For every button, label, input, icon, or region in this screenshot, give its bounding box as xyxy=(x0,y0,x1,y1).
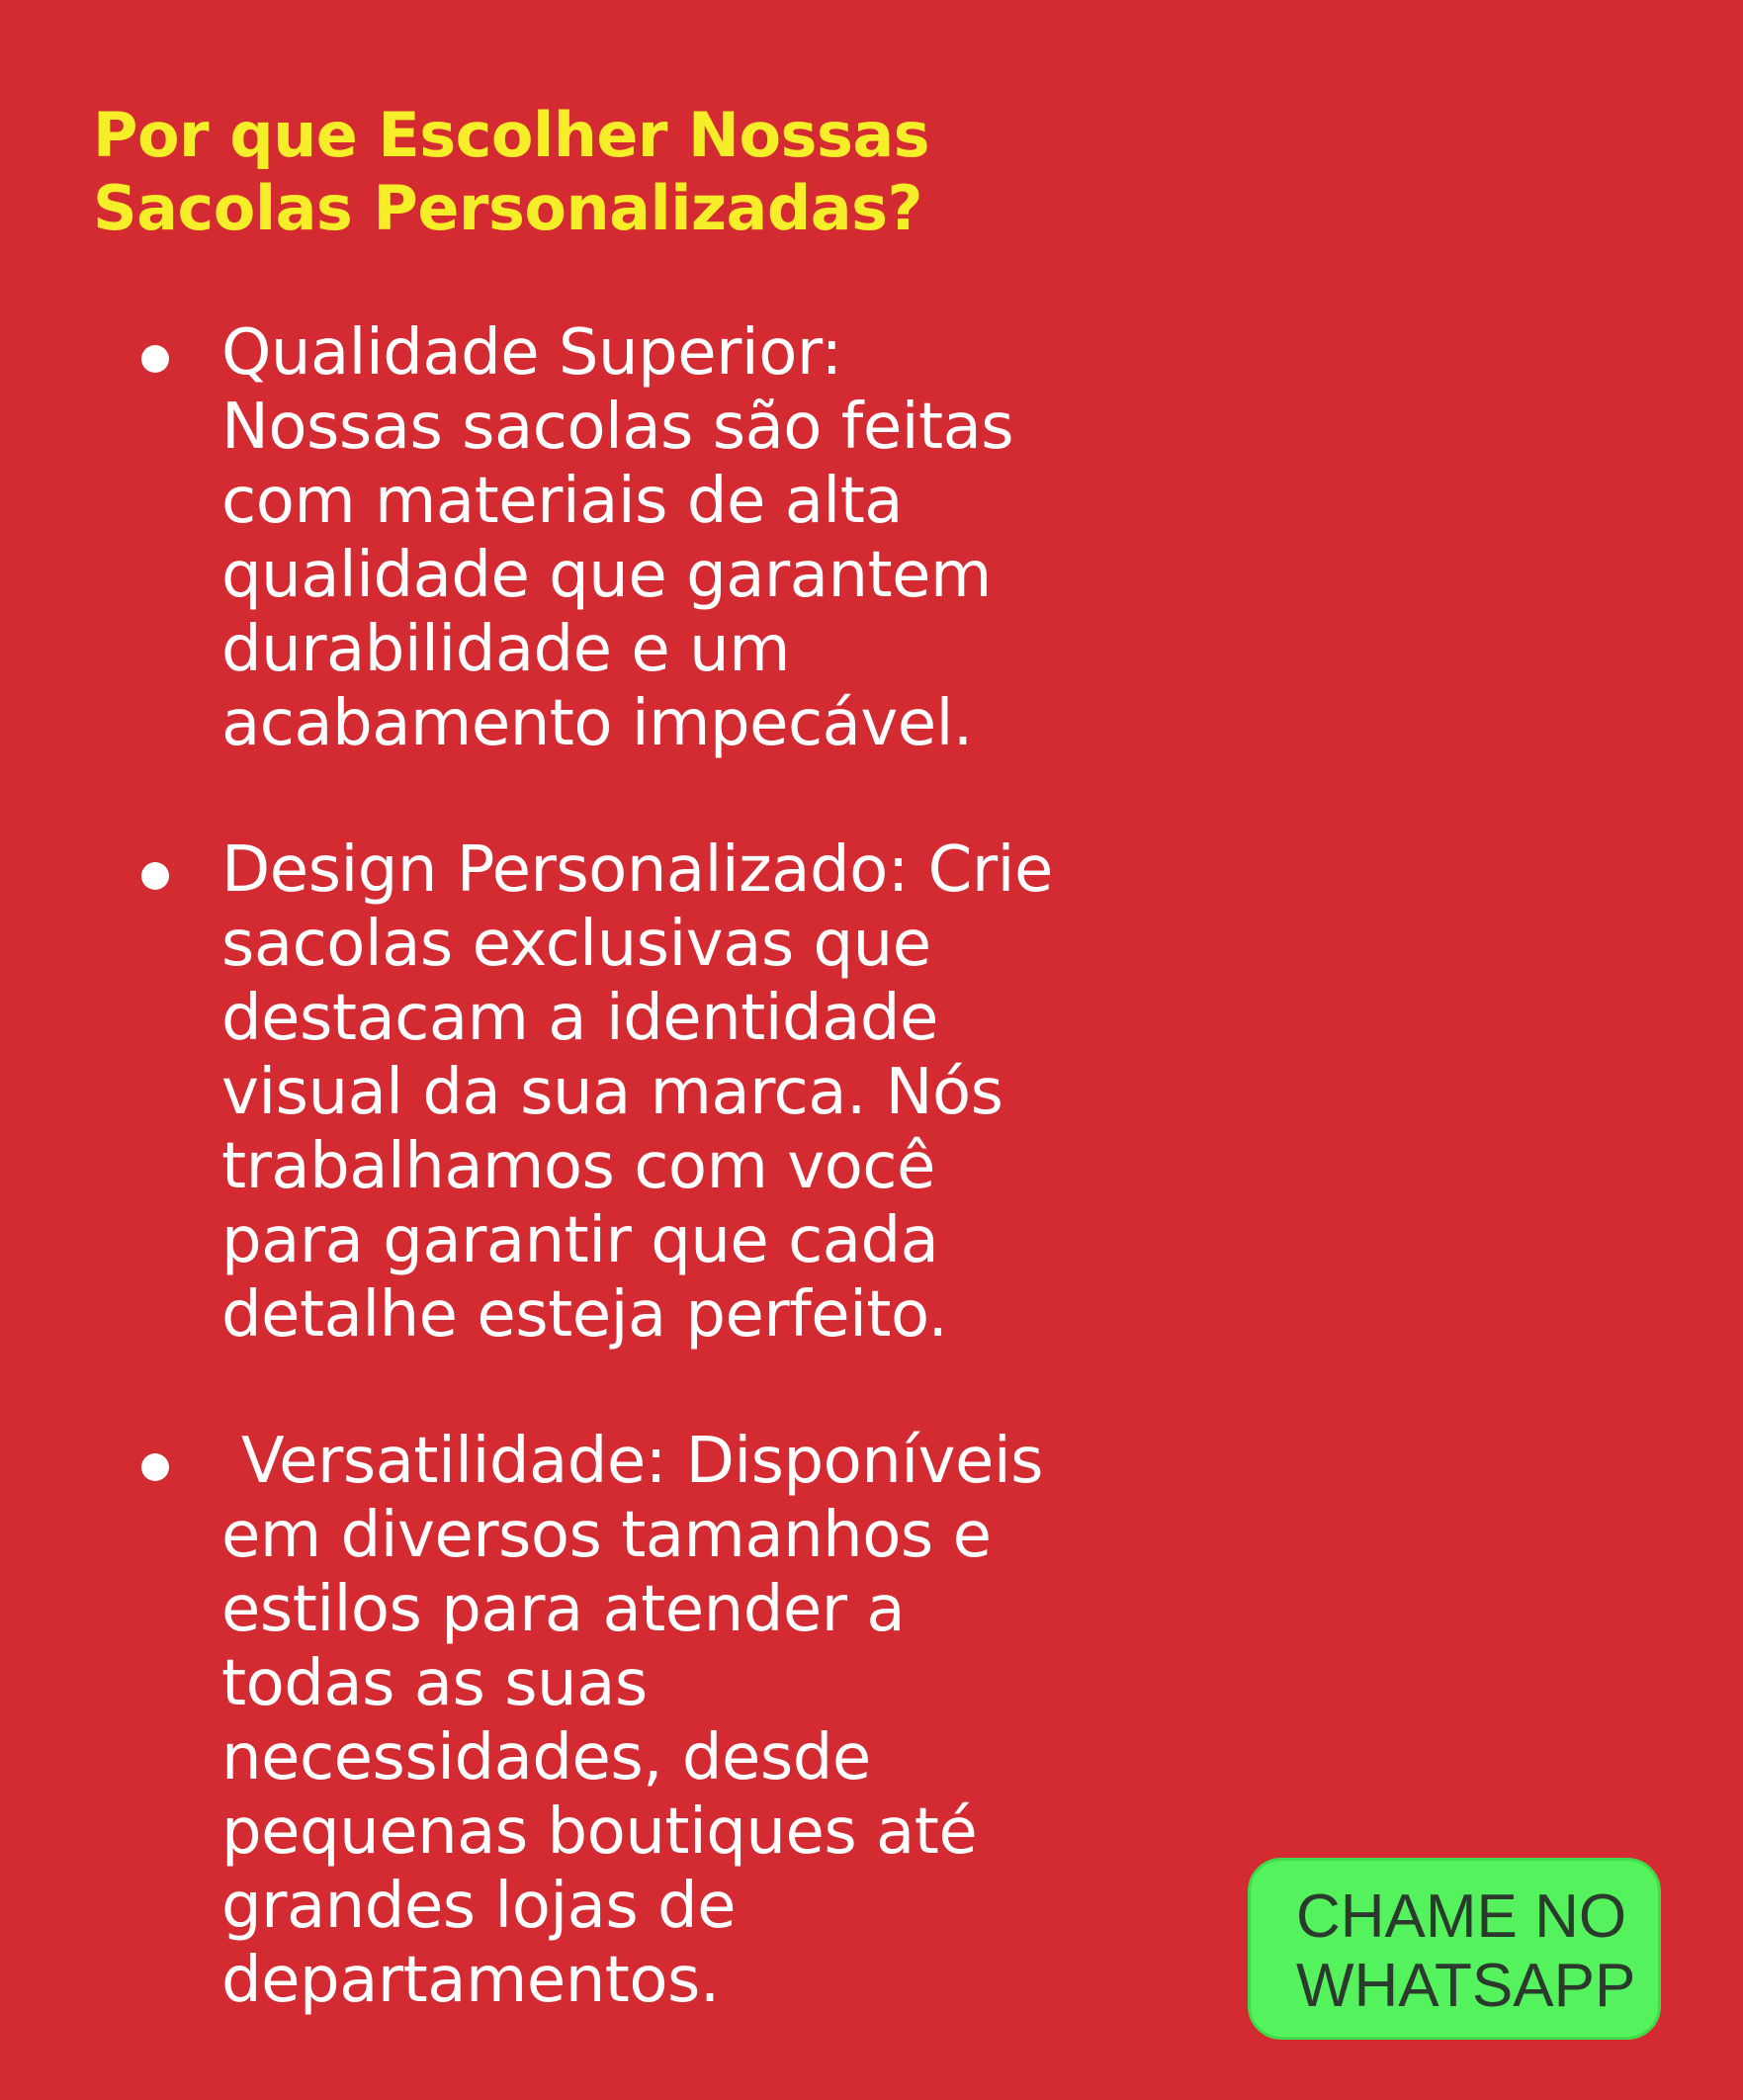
benefit-text-line: pequenas boutiques até xyxy=(221,1795,978,1869)
page-title-line-2: Sacolas Personalizadas? xyxy=(93,172,922,244)
benefit-text-line: para garantir que cada xyxy=(221,1204,939,1277)
page-title xyxy=(93,99,1082,245)
page-title-line-1: Por que Escolher Nossas xyxy=(93,99,930,171)
benefit-text-line: necessidades, desde xyxy=(221,1721,871,1794)
benefit-text-line: departamentos. xyxy=(221,1944,720,2017)
bullet-dot-icon xyxy=(141,1453,169,1481)
benefit-text-line: acabamento impecável. xyxy=(221,687,973,760)
benefit-quality xyxy=(221,316,1210,761)
whatsapp-cta-button[interactable] xyxy=(1248,1858,1661,2040)
benefit-text-line: detalhe esteja perfeito. xyxy=(221,1278,948,1352)
benefit-text-line: visual da sua marca. Nós xyxy=(221,1056,1003,1129)
benefit-text-line: em diversos tamanhos e xyxy=(221,1499,992,1572)
benefit-text-line: Versatilidade: Disponíveis xyxy=(221,1425,1043,1498)
whatsapp-cta-label-line-1: CHAME NO xyxy=(1296,1882,1627,1951)
benefit-text-line: todas as suas xyxy=(221,1647,648,1720)
benefit-text-line: grandes lojas de xyxy=(221,1870,737,1943)
whatsapp-cta-label-line-2: WHATSAPP xyxy=(1296,1952,1636,2020)
benefit-text-line: Design Personalizado: Crie xyxy=(221,833,1053,907)
benefit-design xyxy=(221,833,1210,1353)
benefit-text-line: estilos para atender a xyxy=(221,1573,906,1646)
benefit-text-line: trabalhamos com você xyxy=(221,1130,935,1203)
benefit-text-line: destacam a identidade xyxy=(221,982,938,1055)
benefit-text-line: Qualidade Superior: xyxy=(221,316,842,390)
benefit-versatility xyxy=(221,1425,1210,2018)
bullet-dot-icon xyxy=(141,862,169,890)
benefit-text-line: Nossas sacolas são feitas xyxy=(221,391,1014,464)
benefit-text-line: durabilidade e um xyxy=(221,613,790,686)
benefit-text-line: sacolas exclusivas que xyxy=(221,908,931,981)
benefit-text-line: com materiais de alta xyxy=(221,465,903,538)
benefit-text-line: qualidade que garantem xyxy=(221,539,992,612)
bullet-dot-icon xyxy=(141,345,169,373)
